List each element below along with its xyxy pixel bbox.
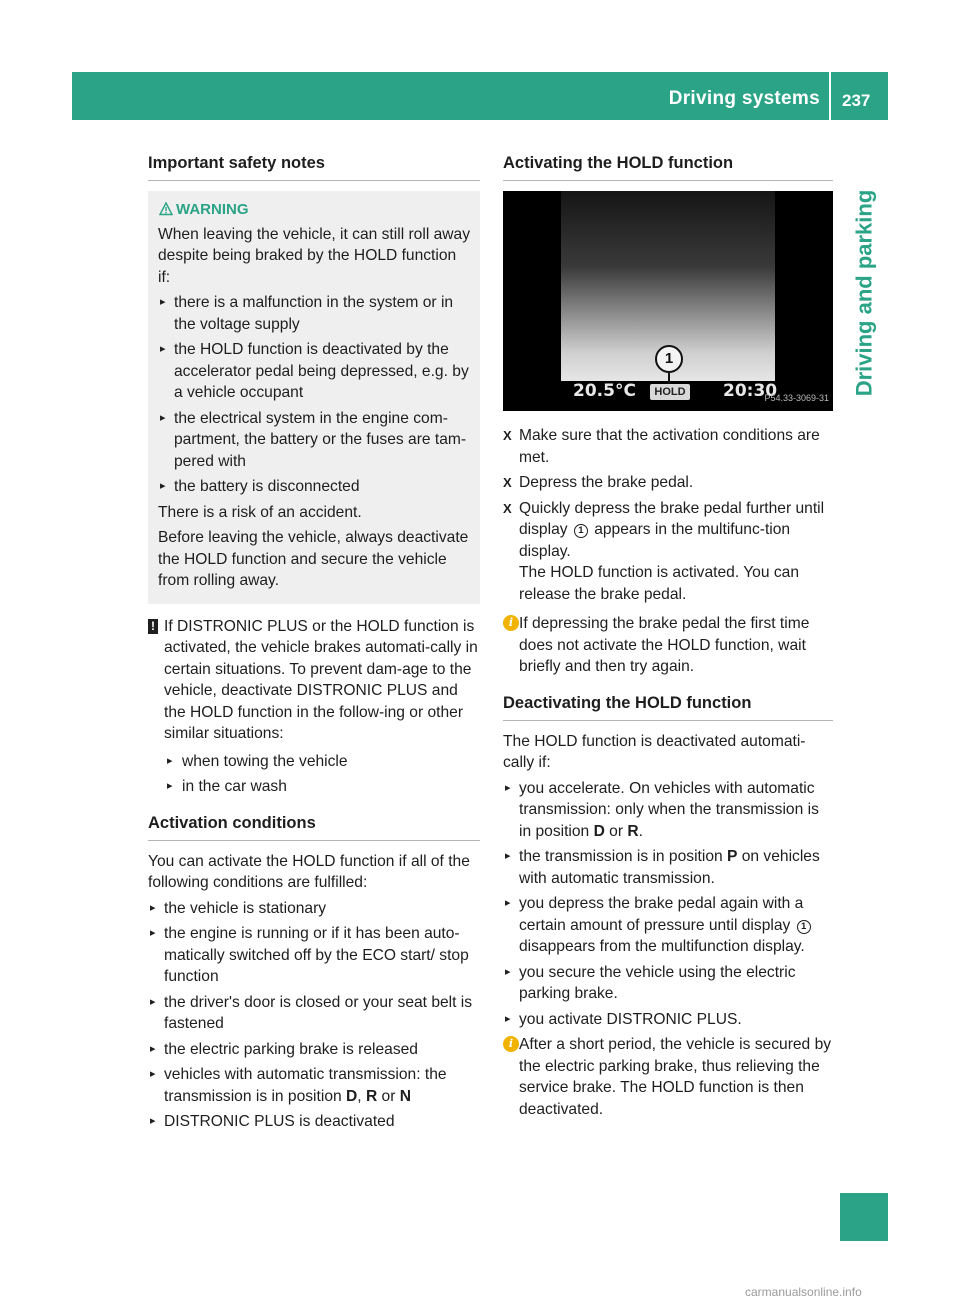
warning-risk: There is a risk of an accident. [158,503,362,521]
side-marker [840,1193,888,1241]
activating-heading: Activating the HOLD function [503,152,833,181]
deactivating-list [503,778,833,1031]
warning-triangle-icon [159,202,173,216]
callout-ref-icon: 1 [797,920,811,934]
list-item: ▸ the battery is disconnected [158,476,472,498]
warning-title: WARNING [176,201,249,218]
exclamation-icon: ! [148,619,158,634]
step-item: X Make sure that the activation conditions are met. [503,425,833,468]
warning-advice: Before leaving the vehicle, always deactivate the HOLD function and secure the vehicle from rolling away. [158,529,469,589]
safety-heading: Important safety notes [148,152,480,181]
list-item: ▸ the HOLD function is deactivated by the accelerator pedal being depressed, e.g. by a vehicle occupant [158,339,472,404]
display-temperature: 20.5°C [573,381,636,401]
list-item: ▸ you accelerate. On vehicles with automatic transmission: only when the transmission is in position D or R. [503,778,833,843]
list-item: ▸ the transmission is in position P on vehicles with automatic transmission. [503,846,833,889]
watermark: carmanualsonline.info [745,1285,862,1299]
side-tab [840,120,888,480]
list-item: ▸ the vehicle is stationary [148,898,480,920]
callout-marker: 1 [655,345,683,373]
info-text: If depressing the brake pedal the first time does not activate the HOLD function, wait briefly and then try again. [519,615,810,675]
list-item: ▸ you activate DISTRONIC PLUS. [503,1009,833,1031]
right-column [503,152,833,1126]
deactivation-info-note [503,1034,833,1120]
info-text: After a short period, the vehicle is secured by the electric parking brake, thus relieving the service brake. The HOLD function is then deactivated. [519,1036,832,1118]
conditions-heading: Activation conditions [148,812,480,841]
damage-note [148,616,480,798]
list-item: ▸ the engine is running or if it has been auto-matically switched off by the ECO start/ stop function [148,923,480,988]
info-icon: i [503,615,519,631]
warning-header [158,199,472,221]
page-number: 237 [842,91,871,110]
deactivating-intro: The HOLD function is deactivated automati-cally if: [503,732,806,771]
conditions-list [148,898,480,1133]
deactivating-heading: Deactivating the HOLD function [503,692,833,721]
list-item: ▸ there is a malfunction in the system or in the voltage supply [158,292,472,335]
warning-list [158,292,472,498]
section-title: Driving systems [668,88,820,109]
list-item: ▸ you secure the vehicle using the electric parking brake. [503,962,833,1005]
note-list [164,751,480,798]
side-tab-label: Driving and parking [851,189,877,397]
list-item: ▸ the electrical system in the engine com-partment, the battery or the fuses are tam-pered with [158,408,472,473]
list-item: ▸ DISTRONIC PLUS is deactivated [148,1111,480,1133]
warning-intro: When leaving the vehicle, it can still roll away despite being braked by the HOLD function if: [158,225,471,286]
list-item: ▸ the driver's door is closed or your seat belt is fastened [148,992,480,1035]
list-item: ▸ when towing the vehicle [164,751,480,773]
header-divider [829,72,831,120]
callout-ref-icon: 1 [574,524,588,538]
warning-box [148,191,480,604]
activation-info-note [503,613,833,678]
conditions-intro: You can activate the HOLD function if all of the following conditions are fulfilled: [148,852,470,891]
list-item: ▸ in the car wash [164,776,480,798]
left-column [148,152,480,1137]
list-item: ▸ you depress the brake pedal again with a certain amount of pressure until display 1 disappears from the multifunction display. [503,893,833,958]
info-icon: i [503,1036,519,1052]
display-time: 20:30 [723,381,778,401]
display-hold-indicator: HOLD [650,384,690,400]
note-text: If DISTRONIC PLUS or the HOLD function is activated, the vehicle brakes automati-cally in certain situations. To prevent dam-age to the vehicle, deactivate DISTRONIC PLUS and the HOLD function in the follow-ing or other similar situations: [164,617,478,742]
list-item: ▸ vehicles with automatic transmission: the transmission is in position D, R or N [148,1064,480,1107]
step-item: X Quickly depress the brake pedal further until display 1 appears in the multifunc-tion display. The HOLD function is activated. You can release the brake pedal. [503,498,833,606]
page-header [72,72,888,120]
image-reference: P54.33-3069-31 [764,392,829,403]
multifunction-display-image [503,191,833,411]
list-item: ▸ the electric parking brake is released [148,1039,480,1061]
step-item: X Depress the brake pedal. [503,472,833,494]
activation-steps [503,425,833,605]
